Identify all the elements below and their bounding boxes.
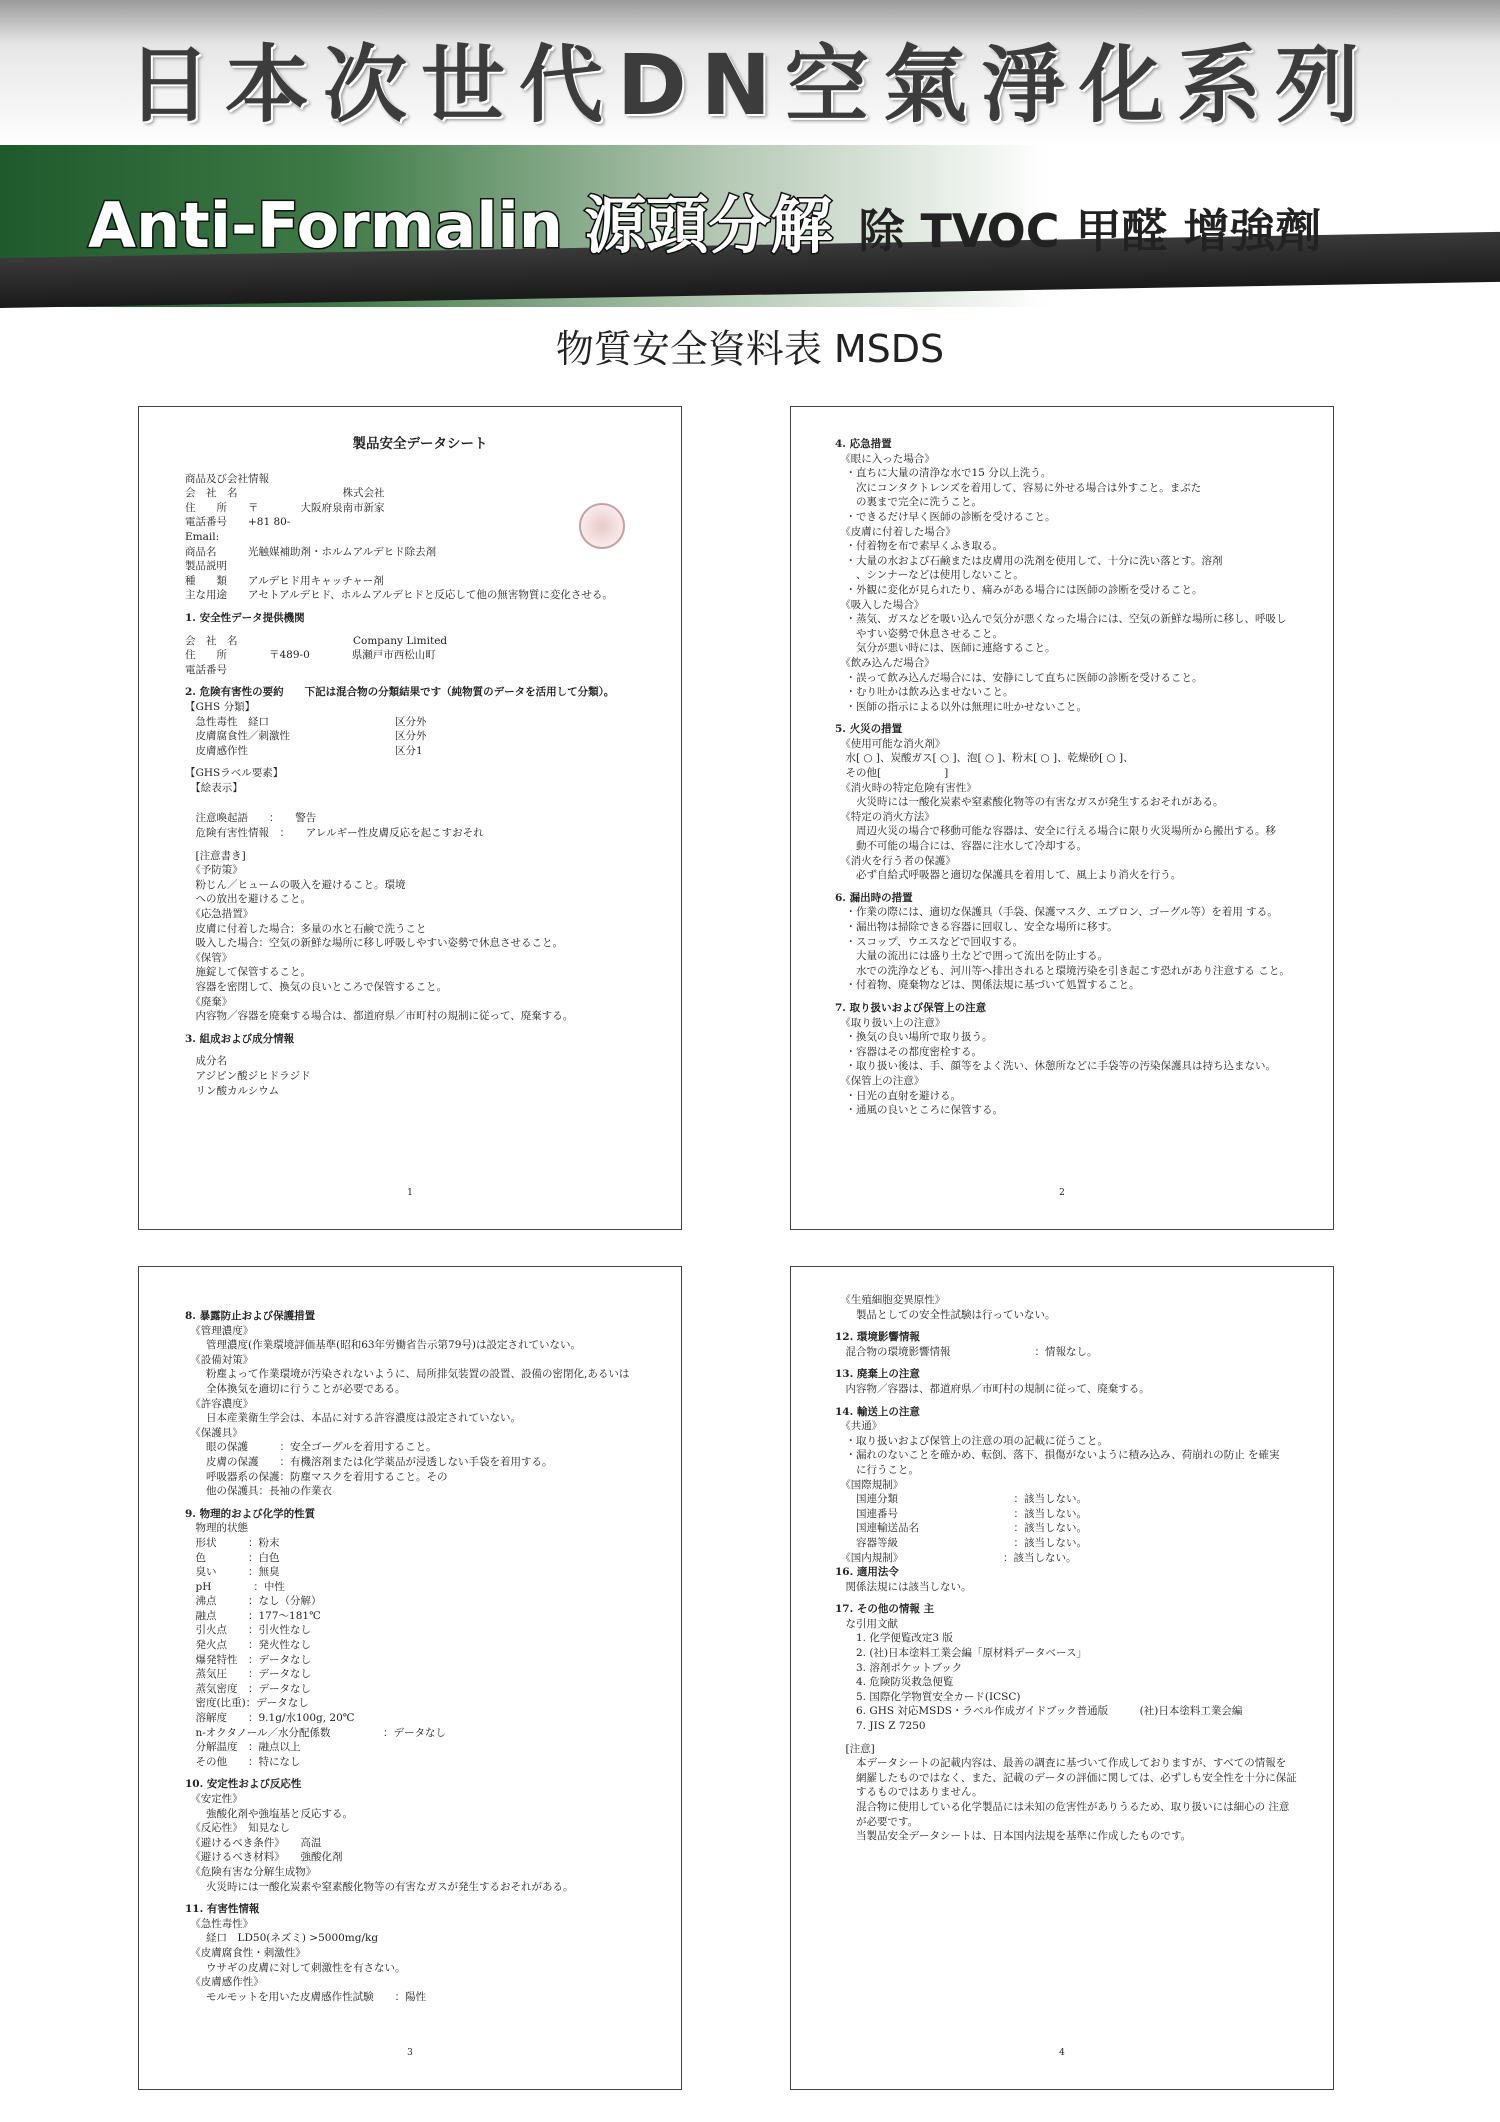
- text-line: 《取り扱い上の注意》: [835, 1016, 946, 1029]
- text-line: 粉塵よって作業環境が汚染されないように、局所排気装置の設置、設備の密閉化,あるいは: [185, 1368, 630, 1381]
- text-line: 溶解度 ：9.1g/水100g, 20℃: [185, 1712, 355, 1725]
- page-heading: 製品安全データシート: [352, 436, 488, 452]
- text-line: やすい姿勢で休息させること。: [835, 627, 1003, 640]
- text-line: 強酸化剤や強塩基と反応する。: [185, 1807, 353, 1820]
- text-line: 皮膚に付着した場合：多量の水と石鹸で洗うこと: [185, 922, 427, 935]
- text-line: 3. 溶剤ポケットブック: [835, 1661, 963, 1674]
- text-line: 《急性毒性》: [185, 1917, 254, 1930]
- text-line: 関係法規には該当しない。: [835, 1580, 972, 1593]
- text-line: 引火点 ：引火性なし: [185, 1624, 311, 1637]
- text-line: [835, 1322, 1305, 1330]
- text-line: 分解温度 ：融点以上: [185, 1741, 301, 1754]
- text-line: Email:: [185, 530, 220, 543]
- text-line: 蒸気圧 ：データなし: [185, 1668, 311, 1681]
- text-line: モルモットを用いた皮膚感作性試験 ：陽性: [185, 1990, 427, 2003]
- text-line: 住 所 〒 大阪府泉南市新家: [185, 501, 385, 514]
- text-line: 危険有害性情報 ： アレルギー性皮膚反応を起こすおそれ: [185, 827, 484, 840]
- text-line: 《消火時の特定危険有害性》: [835, 781, 977, 794]
- text-line: 《危険有害な分解生成物》: [185, 1865, 317, 1878]
- text-line: 内容物／容器を廃棄する場合は、都道府県／市町村の規制に従って、廃棄する。: [185, 1010, 574, 1023]
- page-content: [185, 433, 655, 1098]
- text-line: 《生殖細胞変異原性》: [835, 1294, 946, 1306]
- text-line: 10. 安定性および反応性: [185, 1778, 302, 1791]
- text-line: 急性毒性 経口 区分外: [185, 715, 427, 728]
- text-line: への放出を避けること。: [185, 893, 311, 906]
- text-line: 気分が悪い時には、医師に連絡すること。: [835, 642, 1056, 655]
- text-line: に行うこと。: [835, 1463, 919, 1476]
- text-line: 7. JIS Z 7250: [835, 1720, 926, 1733]
- text-line: 当製品安全データシートは、日本国内法規を基準に作成したものです。: [835, 1830, 1192, 1843]
- text-line: [185, 1894, 655, 1902]
- text-line: ・外観に変化が見られたり、痛みがある場合には医師の診断を受けること。: [835, 583, 1203, 596]
- text-line: [185, 603, 655, 611]
- text-line: 《飲み込んだ場合》: [835, 656, 935, 669]
- text-line: 13. 廃棄上の注意: [835, 1368, 920, 1381]
- text-line: [835, 1734, 1305, 1742]
- text-line: するものではありません。: [835, 1786, 983, 1799]
- text-line: 《皮膚に付着した場合》: [835, 525, 956, 538]
- text-line: 《共通》: [835, 1420, 883, 1433]
- text-line: [185, 1024, 655, 1032]
- text-line: 《吸入した場合》: [835, 598, 925, 611]
- text-line: 会 社 名 株式会社: [185, 487, 385, 500]
- text-line: [185, 626, 655, 634]
- text-line: 成分名: [185, 1055, 227, 1068]
- text-line: [835, 1594, 1305, 1602]
- text-line: 6. 漏出時の措置: [835, 891, 913, 904]
- text-line: [185, 758, 655, 766]
- text-line: 住 所 〒489-0 県瀬戸市西松山町: [185, 649, 436, 662]
- page-content: [185, 1309, 655, 2004]
- text-line: ・できるだけ早く医師の診断を受けること。: [835, 510, 1056, 523]
- text-line: 《避けるべき材料》 強酸化剤: [185, 1851, 343, 1864]
- text-line: 電話番号 +81 80-: [185, 516, 291, 529]
- text-line: 《管理濃度》: [185, 1324, 254, 1337]
- text-line: pH ：中性: [185, 1580, 285, 1593]
- text-line: 《設備対策》: [185, 1353, 254, 1366]
- text-line: 5. 国際化学物質安全カード(ICSC): [835, 1690, 1021, 1703]
- text-line: 《特定の消火方法》: [835, 810, 935, 823]
- text-line: 2. 危険有害性の要約 下記は混合物の分類結果です（純物質のデータを活用して分類）。: [185, 686, 615, 699]
- page-number: 2: [1059, 1188, 1065, 1199]
- text-line: [835, 714, 1305, 722]
- text-line: 《廃棄》: [185, 995, 233, 1008]
- text-line: [835, 1397, 1305, 1405]
- msds-page-3: [138, 1266, 682, 2090]
- text-line: 経口 LD50(ネズミ) >5000mg/kg: [185, 1932, 379, 1945]
- text-line: 皮膚腐食性／刺激性 区分外: [185, 730, 427, 743]
- text-line: 大量の流出には盛り土などで囲って流出を防止する。: [835, 950, 1108, 963]
- text-line: ・誤って飲み込んだ場合には、安静にして直ちに医師の診断を受けること。: [835, 671, 1203, 684]
- text-line: 施錠して保管すること。: [185, 966, 311, 979]
- text-line: 日本産業衛生学会は、本品に対する許容濃度は設定されていない。: [185, 1412, 521, 1425]
- text-line: 爆発特性 ：データなし: [185, 1653, 311, 1666]
- text-line: 国連番号 ：該当しない。: [835, 1507, 1087, 1520]
- text-line: [注意書き]: [185, 849, 246, 862]
- text-line: 電話番号: [185, 663, 227, 676]
- text-line: ・直ちに大量の清浄な水で15 分以上洗う。: [835, 467, 1052, 480]
- page-number: 3: [407, 2048, 413, 2059]
- text-line: 物理的状態: [185, 1522, 248, 1535]
- text-line: 《避けるべき条件》 高温: [185, 1836, 322, 1849]
- text-line: 製品としての安全性試験は行っていない。: [835, 1308, 1056, 1321]
- text-line: 17. その他の情報 主: [835, 1603, 935, 1616]
- text-line: 5. 火災の措置: [835, 723, 903, 736]
- text-line: 6. GHS 対応MSDS・ラベル作成ガイドブック普通版 (社)日本塗料工業会編: [835, 1705, 1243, 1718]
- text-line: 14. 輸送上の注意: [835, 1405, 920, 1418]
- text-line: 2. (社)日本塗料工業会編「原材料データベース」: [835, 1647, 1088, 1660]
- text-line: 皮膚の保護 ：有機溶剤または化学薬品が浸透しない手袋を着用する。: [185, 1455, 553, 1468]
- page-number: 1: [407, 1188, 413, 1199]
- text-line: [185, 1499, 655, 1507]
- text-line: 《皮膚感作性》: [185, 1976, 264, 1989]
- text-line: 国連輸送品名 ：該当しない。: [835, 1522, 1087, 1535]
- text-line: 《消火を行う者の保護》: [835, 854, 956, 867]
- text-line: ・作業の際には、適切な保護具（手袋、保護マスク、エプロン、ゴーグル等）を着用 する。: [835, 906, 1278, 919]
- text-line: 混合物の環境影響情報 ：情報なし。: [835, 1345, 1098, 1358]
- text-line: 《応急措置》: [185, 908, 254, 921]
- text-line: 7. 取り扱いおよび保管上の注意: [835, 1001, 987, 1014]
- text-line: 混合物に使用している化学製品には未知の危害性がありうるため、取り扱いには細心の 注意: [835, 1801, 1290, 1813]
- text-line: 《国際規制》: [835, 1478, 904, 1491]
- text-line: 《眼に入った場合》: [835, 452, 935, 465]
- text-line: 国連分類 ：該当しない。: [835, 1493, 1087, 1506]
- text-line: ウサギの皮膚に対して刺激性を有さない。: [185, 1961, 406, 1974]
- page-content: [835, 1293, 1305, 1844]
- text-line: ・スコップ、ウエスなどで回収する。: [835, 935, 1023, 948]
- msds-page-2: [790, 406, 1334, 1230]
- text-line: 1. 安全性データ提供機関: [185, 611, 305, 624]
- text-line: その他 ：特になし: [185, 1755, 301, 1768]
- text-line: [注意]: [835, 1742, 875, 1755]
- text-line: 、シンナーなどは使用しないこと。: [835, 569, 1024, 582]
- text-line: ・取り扱い後は、手、顔等をよく洗い、休憩所などに手袋等の汚染保護具は持ち込まない。: [835, 1060, 1276, 1073]
- text-line: 発火点 ：発火性なし: [185, 1639, 311, 1652]
- text-line: の裏まで完全に洗うこと。: [835, 496, 982, 509]
- text-line: 商品名 光触媒補助剤・ホルムアルデヒド除去剤: [185, 545, 437, 558]
- text-line: 主な用途 アセトアルデヒド、ホルムアルデヒドと反応して他の無害物質に変化させる。: [185, 589, 613, 602]
- text-line: 管理濃度(作業環境評価基準(昭和63年労働省告示第79号)は設定されていない。: [185, 1339, 582, 1352]
- text-line: 次にコンタクトレンズを着用して、容易に外せる場合は外すこと。まぶた: [835, 481, 1202, 494]
- text-line: 12. 環境影響情報: [835, 1331, 920, 1344]
- text-line: [835, 883, 1305, 891]
- text-line: 必ず自給式呼吸器と適切な保護具を着用して、風上より消火を行う。: [835, 869, 1182, 882]
- text-line: 【絵表示】: [185, 781, 243, 794]
- text-line: ・漏れのないことを確かめ、転倒、落下、損傷がないように積み込み、荷崩れの防止 を確実: [835, 1449, 1280, 1462]
- text-line: 9. 物理的および化学的性質: [185, 1507, 316, 1520]
- text-line: 会 社 名 Company Limited: [185, 634, 448, 647]
- text-line: 《使用可能な消火剤》: [835, 737, 946, 750]
- text-line: ・蒸気、ガスなどを吸い込んで気分が悪くなった場合には、空気の新鮮な場所に移し、呼吸し: [835, 613, 1287, 626]
- text-line: [185, 1046, 655, 1054]
- text-line: [185, 1769, 655, 1777]
- msds-page-4: [790, 1266, 1334, 2090]
- text-line: 網羅したものではなく、また、記載のデータの評価に関しては、必ずしも安全性を十分に保証: [835, 1771, 1297, 1784]
- text-line: 本データシートの記載内容は、最善の調査に基づいて作成しておりますが、すべての情報を: [835, 1757, 1287, 1770]
- text-line: 【GHS 分類】: [185, 700, 256, 713]
- text-line: 《保管》: [185, 951, 233, 964]
- text-line: [185, 803, 655, 811]
- text-line: その他[ ]: [835, 767, 949, 780]
- text-line: 色 ：白色: [185, 1551, 280, 1564]
- text-line: 内容物／容器は、都道府県／市町村の規制に従って、廃棄する。: [835, 1382, 1150, 1395]
- text-line: 粉じん／ヒュームの吸入を避けること。環境: [185, 878, 406, 891]
- text-line: 4. 応急措置: [835, 438, 892, 450]
- text-line: 周辺火災の場合で移動可能な容器は、安全に行える場合に限り火災場所から搬出する。移: [835, 825, 1276, 838]
- text-line: 容器等級 ：該当しない。: [835, 1536, 1087, 1549]
- text-line: [185, 841, 655, 849]
- header-subtitle: [88, 176, 1322, 265]
- text-line: 沸点 ：なし（分解）: [185, 1595, 322, 1608]
- text-line: 動不可能の場合には、容器に注水して冷却する。: [835, 840, 1087, 853]
- text-line: 《保護具》: [185, 1426, 243, 1439]
- text-line: ・付着物、廃棄物などは、関係法規に基づいて処置すること。: [835, 979, 1140, 992]
- text-line: ・日光の直射を避ける。: [835, 1089, 961, 1102]
- msds-page-1: [138, 406, 682, 1230]
- text-line: 8. 暴露防止および保護措置: [185, 1310, 316, 1322]
- text-line: 蒸気密度 ：データなし: [185, 1682, 311, 1695]
- text-line: な引用文献: [835, 1617, 898, 1630]
- subtitle-small: 除 TVOC 甲醛 增強劑: [858, 204, 1322, 258]
- text-line: ・付着物を布で素早くふき取る。: [835, 540, 1003, 553]
- text-line: 《許容濃度》: [185, 1397, 254, 1410]
- text-line: ・取り扱いおよび保管上の注意の項の記載に従うこと。: [835, 1434, 1108, 1447]
- text-line: 《皮膚腐食性・刺激性》: [185, 1946, 306, 1959]
- text-line: 《安定性》: [185, 1793, 243, 1805]
- text-line: アジピン酸ジヒドラジド: [185, 1069, 311, 1082]
- text-line: 他の保護具：長袖の作業衣: [185, 1485, 332, 1498]
- text-line: 11. 有害性情報: [185, 1903, 260, 1916]
- text-line: 呼吸器系の保護：防塵マスクを着用すること。その: [185, 1470, 448, 1483]
- document-title: 物質安全資料表 MSDS: [555, 327, 945, 371]
- text-line: [835, 1359, 1305, 1367]
- text-line: リン酸カルシウム: [185, 1084, 280, 1097]
- text-line: 16. 適用法令: [835, 1566, 899, 1579]
- text-line: 種 類 アルデヒド用キャッチャー剤: [185, 574, 384, 587]
- text-line: 臭い ：無臭: [185, 1566, 280, 1579]
- text-line: ・容器はその都度密栓する。: [835, 1045, 982, 1058]
- text-line: 4. 危険防災救急便覧: [835, 1676, 954, 1689]
- page-number: 4: [1059, 2048, 1065, 2059]
- text-line: 注意喚起語 ： 警告: [185, 812, 317, 825]
- text-line: 容器を密閉して、換気の良いところで保管すること。: [185, 981, 448, 993]
- text-line: [185, 677, 655, 685]
- text-line: 全体換気を適切に行うことが必要である。: [185, 1382, 406, 1395]
- text-line: 《予防策》: [185, 864, 243, 877]
- text-line: が必要です。: [835, 1815, 919, 1828]
- text-line: 商品及び会社情報: [185, 472, 269, 485]
- text-line: 1. 化学便覧改定3 版: [835, 1632, 953, 1645]
- subtitle-main: Anti-Formalin 源頭分解: [88, 189, 833, 262]
- text-line: ・漏出物は掃除できる容器に回収し、安全な場所に移す。: [835, 921, 1118, 933]
- text-line: ・大量の水および石鹸または皮膚用の洗剤を使用して、十分に洗い落とす。溶剤: [835, 554, 1223, 567]
- text-line: 吸入した場合：空気の新鮮な場所に移し呼吸しやすい姿勢で休息させること。: [185, 937, 563, 950]
- text-line: ・むり吐かは飲み込ませないこと。: [835, 686, 1014, 699]
- text-line: 製品説明: [185, 560, 227, 573]
- text-line: 3. 組成および成分情報: [185, 1032, 295, 1045]
- text-line: 水での洗浄なども、河川等へ排出されると環境汚染を引き起こす恐れがあり注意する こと。: [835, 964, 1290, 977]
- text-line: 【GHSラベル要素】: [185, 767, 284, 780]
- header-title: 日本次世代DN空氣淨化系列: [126, 36, 1374, 134]
- text-line: 形状 ：粉末: [185, 1536, 280, 1549]
- text-line: 《保管上の注意》: [835, 1074, 925, 1087]
- text-line: 火災時には一酸化炭素や窒素酸化物等の有害なガスが発生するおそれがある。: [835, 796, 1224, 809]
- text-line: ・医師の指示による以外は無理に吐かせないこと。: [835, 700, 1087, 713]
- text-line: 皮膚感作性 区分1: [185, 744, 423, 757]
- text-line: [185, 795, 655, 803]
- text-line: 《反応性》 知見なし: [185, 1822, 290, 1835]
- text-line: 火災時には一酸化炭素や窒素酸化物等の有害なガスが発生するおそれがある。: [185, 1880, 574, 1893]
- text-line: n-オクタノール／水分配係数 ：データなし: [185, 1726, 447, 1739]
- text-line: 眼の保護 ：安全ゴーグルを着用すること。: [185, 1441, 437, 1454]
- text-line: [835, 993, 1305, 1001]
- text-line: 密度(比重)：データなし: [185, 1697, 309, 1710]
- text-line: 《国内規制》 ：該当しない。: [835, 1551, 1077, 1564]
- page-content: [835, 437, 1305, 1118]
- text-line: 融点 ：177〜181℃: [185, 1609, 321, 1622]
- text-line: 水[ ○ ]、炭酸ガス[ ○ ]、泡[ ○ ]、粉末[ ○ ]、乾燥砂[ ○ ]、: [835, 752, 1134, 765]
- text-line: ・通風の良いところに保管する。: [835, 1104, 1003, 1117]
- text-line: ・換気の良い場所で取り扱う。: [835, 1031, 993, 1044]
